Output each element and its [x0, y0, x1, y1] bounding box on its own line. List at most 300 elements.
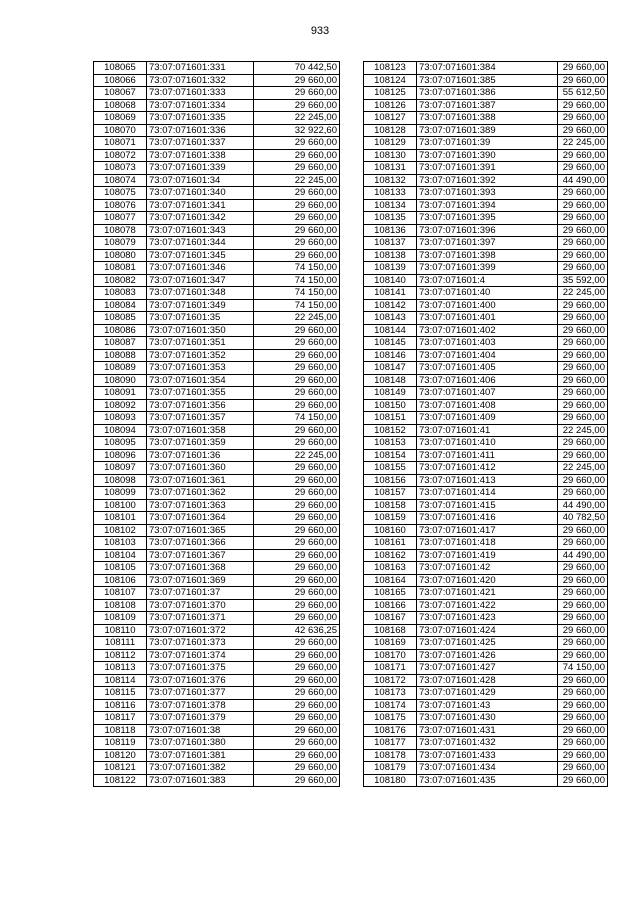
- row-number: 108167: [364, 612, 417, 625]
- amount: 29 660,00: [558, 399, 608, 412]
- table-row: [364, 637, 608, 650]
- amount: 29 660,00: [254, 387, 340, 400]
- cadastral-number: 73:07:071601:349: [147, 299, 254, 312]
- cadastral-number: 73:07:071601:400: [417, 299, 558, 312]
- cadastral-number: 73:07:071601:40: [417, 287, 558, 300]
- row-number: 108133: [364, 187, 417, 200]
- amount: 29 660,00: [558, 149, 608, 162]
- row-number: 108141: [364, 287, 417, 300]
- row-number: 108088: [94, 349, 147, 362]
- row-number: 108074: [94, 174, 147, 187]
- cadastral-number: 73:07:071601:354: [147, 374, 254, 387]
- table-row: [364, 337, 608, 350]
- cadastral-number: 73:07:071601:344: [147, 237, 254, 250]
- table-row: [364, 249, 608, 262]
- cadastral-number: 73:07:071601:336: [147, 124, 254, 137]
- row-number: 108095: [94, 437, 147, 450]
- cadastral-number: 73:07:071601:376: [147, 674, 254, 687]
- cadastral-number: 73:07:071601:373: [147, 637, 254, 650]
- cadastral-number: 73:07:071601:42: [417, 562, 558, 575]
- cadastral-number: 73:07:071601:372: [147, 624, 254, 637]
- amount: 29 660,00: [254, 662, 340, 675]
- row-number: 108130: [364, 149, 417, 162]
- cadastral-number: 73:07:071601:348: [147, 287, 254, 300]
- row-number: 108153: [364, 437, 417, 450]
- amount: 32 922,60: [254, 124, 340, 137]
- table-row: [94, 537, 340, 550]
- amount: 29 660,00: [558, 212, 608, 225]
- table-row: [364, 124, 608, 137]
- table-row: [94, 462, 340, 475]
- row-number: 108157: [364, 487, 417, 500]
- amount: 74 150,00: [254, 287, 340, 300]
- cadastral-number: 73:07:071601:416: [417, 512, 558, 525]
- amount: 74 150,00: [558, 662, 608, 675]
- table-row: [364, 62, 608, 75]
- table-row: [94, 399, 340, 412]
- table-row: [94, 199, 340, 212]
- amount: 22 245,00: [558, 287, 608, 300]
- left-register-table: [93, 61, 340, 787]
- cadastral-number: 73:07:071601:371: [147, 612, 254, 625]
- table-row: [94, 237, 340, 250]
- amount: 29 660,00: [254, 374, 340, 387]
- cadastral-number: 73:07:071601:412: [417, 462, 558, 475]
- cadastral-number: 73:07:071601:404: [417, 349, 558, 362]
- amount: 44 490,00: [558, 174, 608, 187]
- cadastral-number: 73:07:071601:378: [147, 699, 254, 712]
- table-row: [364, 399, 608, 412]
- table-row: [94, 774, 340, 787]
- cadastral-number: 73:07:071601:419: [417, 549, 558, 562]
- amount: 74 150,00: [254, 412, 340, 425]
- table-row: [364, 299, 608, 312]
- table-row: [94, 149, 340, 162]
- amount: 55 612,50: [558, 87, 608, 100]
- amount: 29 660,00: [558, 162, 608, 175]
- amount: 42 636,25: [254, 624, 340, 637]
- cadastral-number: 73:07:071601:426: [417, 649, 558, 662]
- amount: 29 660,00: [254, 512, 340, 525]
- cadastral-number: 73:07:071601:420: [417, 574, 558, 587]
- row-number: 108070: [94, 124, 147, 137]
- amount: 29 660,00: [558, 224, 608, 237]
- row-number: 108143: [364, 312, 417, 325]
- row-number: 108171: [364, 662, 417, 675]
- cadastral-number: 73:07:071601:401: [417, 312, 558, 325]
- cadastral-number: 73:07:071601:407: [417, 387, 558, 400]
- amount: 29 660,00: [558, 387, 608, 400]
- table-row: [94, 437, 340, 450]
- row-number: 108169: [364, 637, 417, 650]
- table-row: [94, 512, 340, 525]
- cadastral-number: 73:07:071601:331: [147, 62, 254, 75]
- row-number: 108085: [94, 312, 147, 325]
- amount: 29 660,00: [254, 212, 340, 225]
- amount: 29 660,00: [558, 737, 608, 750]
- cadastral-number: 73:07:071601:387: [417, 99, 558, 112]
- row-number: 108180: [364, 774, 417, 787]
- amount: 29 660,00: [558, 562, 608, 575]
- row-number: 108065: [94, 62, 147, 75]
- row-number: 108139: [364, 262, 417, 275]
- table-row: [364, 712, 608, 725]
- row-number: 108086: [94, 324, 147, 337]
- amount: 29 660,00: [254, 637, 340, 650]
- row-number: 108131: [364, 162, 417, 175]
- cadastral-number: 73:07:071601:351: [147, 337, 254, 350]
- amount: 29 660,00: [254, 399, 340, 412]
- table-row: [364, 149, 608, 162]
- cadastral-number: 73:07:071601:396: [417, 224, 558, 237]
- amount: 29 660,00: [254, 737, 340, 750]
- table-row: [364, 112, 608, 125]
- table-row: [364, 549, 608, 562]
- cadastral-number: 73:07:071601:435: [417, 774, 558, 787]
- amount: 29 660,00: [558, 99, 608, 112]
- row-number: 108100: [94, 499, 147, 512]
- row-number: 108127: [364, 112, 417, 125]
- amount: 44 490,00: [558, 499, 608, 512]
- row-number: 108082: [94, 274, 147, 287]
- cadastral-number: 73:07:071601:403: [417, 337, 558, 350]
- cadastral-number: 73:07:071601:355: [147, 387, 254, 400]
- row-number: 108118: [94, 724, 147, 737]
- cadastral-number: 73:07:071601:388: [417, 112, 558, 125]
- amount: 29 660,00: [558, 374, 608, 387]
- amount: 29 660,00: [254, 712, 340, 725]
- amount: 29 660,00: [254, 237, 340, 250]
- cadastral-number: 73:07:071601:391: [417, 162, 558, 175]
- row-number: 108137: [364, 237, 417, 250]
- cadastral-number: 73:07:071601:364: [147, 512, 254, 525]
- table-row: [364, 187, 608, 200]
- row-number: 108154: [364, 449, 417, 462]
- cadastral-number: 73:07:071601:347: [147, 274, 254, 287]
- amount: 29 660,00: [558, 587, 608, 600]
- table-row: [94, 387, 340, 400]
- table-row: [94, 312, 340, 325]
- amount: 29 660,00: [558, 412, 608, 425]
- table-row: [94, 212, 340, 225]
- table-row: [364, 512, 608, 525]
- row-number: 108128: [364, 124, 417, 137]
- row-number: 108114: [94, 674, 147, 687]
- amount: 29 660,00: [254, 437, 340, 450]
- amount: 29 660,00: [254, 549, 340, 562]
- amount: 29 660,00: [254, 349, 340, 362]
- cadastral-number: 73:07:071601:356: [147, 399, 254, 412]
- table-row: [364, 99, 608, 112]
- amount: 29 660,00: [254, 499, 340, 512]
- amount: 29 660,00: [254, 612, 340, 625]
- table-row: [364, 312, 608, 325]
- row-number: 108135: [364, 212, 417, 225]
- table-row: [364, 237, 608, 250]
- table-row: [364, 424, 608, 437]
- table-row: [364, 724, 608, 737]
- table-row: [94, 99, 340, 112]
- cadastral-number: 73:07:071601:366: [147, 537, 254, 550]
- table-row: [94, 87, 340, 100]
- amount: 29 660,00: [558, 487, 608, 500]
- table-row: [94, 762, 340, 775]
- amount: 29 660,00: [558, 712, 608, 725]
- amount: 29 660,00: [558, 124, 608, 137]
- cadastral-number: 73:07:071601:414: [417, 487, 558, 500]
- table-row: [364, 199, 608, 212]
- cadastral-number: 73:07:071601:411: [417, 449, 558, 462]
- amount: 29 660,00: [558, 762, 608, 775]
- row-number: 108119: [94, 737, 147, 750]
- amount: 29 660,00: [254, 462, 340, 475]
- amount: 22 245,00: [558, 462, 608, 475]
- cadastral-number: 73:07:071601:345: [147, 249, 254, 262]
- row-number: 108097: [94, 462, 147, 475]
- table-row: [94, 349, 340, 362]
- table-row: [94, 337, 340, 350]
- amount: 29 660,00: [254, 487, 340, 500]
- cadastral-number: 73:07:071601:338: [147, 149, 254, 162]
- table-row: [364, 274, 608, 287]
- cadastral-number: 73:07:071601:421: [417, 587, 558, 600]
- amount: 29 660,00: [558, 724, 608, 737]
- row-number: 108089: [94, 362, 147, 375]
- cadastral-number: 73:07:071601:367: [147, 549, 254, 562]
- cadastral-number: 73:07:071601:381: [147, 749, 254, 762]
- cadastral-number: 73:07:071601:380: [147, 737, 254, 750]
- amount: 29 660,00: [558, 299, 608, 312]
- cadastral-number: 73:07:071601:41: [417, 424, 558, 437]
- amount: 29 660,00: [254, 137, 340, 150]
- cadastral-number: 73:07:071601:422: [417, 599, 558, 612]
- cadastral-number: 73:07:071601:34: [147, 174, 254, 187]
- row-number: 108112: [94, 649, 147, 662]
- cadastral-number: 73:07:071601:368: [147, 562, 254, 575]
- row-number: 108129: [364, 137, 417, 150]
- row-number: 108094: [94, 424, 147, 437]
- table-row: [94, 624, 340, 637]
- cadastral-number: 73:07:071601:433: [417, 749, 558, 762]
- table-row: [94, 262, 340, 275]
- amount: 29 660,00: [254, 424, 340, 437]
- row-number: 108068: [94, 99, 147, 112]
- table-row: [94, 224, 340, 237]
- table-row: [94, 374, 340, 387]
- table-row: [94, 287, 340, 300]
- row-number: 108066: [94, 74, 147, 87]
- amount: 29 660,00: [558, 237, 608, 250]
- row-number: 108155: [364, 462, 417, 475]
- cadastral-number: 73:07:071601:357: [147, 412, 254, 425]
- cadastral-number: 73:07:071601:339: [147, 162, 254, 175]
- amount: 29 660,00: [254, 149, 340, 162]
- row-number: 108150: [364, 399, 417, 412]
- row-number: 108101: [94, 512, 147, 525]
- amount: 29 660,00: [254, 687, 340, 700]
- row-number: 108175: [364, 712, 417, 725]
- table-row: [364, 262, 608, 275]
- amount: 22 245,00: [254, 112, 340, 125]
- table-row: [364, 487, 608, 500]
- table-row: [364, 612, 608, 625]
- row-number: 108079: [94, 237, 147, 250]
- row-number: 108132: [364, 174, 417, 187]
- row-number: 108134: [364, 199, 417, 212]
- amount: 29 660,00: [558, 312, 608, 325]
- row-number: 108096: [94, 449, 147, 462]
- row-number: 108177: [364, 737, 417, 750]
- table-row: [364, 737, 608, 750]
- amount: 29 660,00: [558, 437, 608, 450]
- row-number: 108152: [364, 424, 417, 437]
- table-row: [94, 662, 340, 675]
- cadastral-number: 73:07:071601:394: [417, 199, 558, 212]
- table-row: [364, 674, 608, 687]
- row-number: 108093: [94, 412, 147, 425]
- row-number: 108172: [364, 674, 417, 687]
- row-number: 108142: [364, 299, 417, 312]
- table-row: [94, 549, 340, 562]
- cadastral-number: 73:07:071601:430: [417, 712, 558, 725]
- amount: 44 490,00: [558, 549, 608, 562]
- row-number: 108159: [364, 512, 417, 525]
- row-number: 108109: [94, 612, 147, 625]
- row-number: 108083: [94, 287, 147, 300]
- row-number: 108158: [364, 499, 417, 512]
- cadastral-number: 73:07:071601:4: [417, 274, 558, 287]
- amount: 29 660,00: [254, 187, 340, 200]
- amount: 35 592,00: [558, 274, 608, 287]
- row-number: 108110: [94, 624, 147, 637]
- amount: 29 660,00: [558, 674, 608, 687]
- table-row: [94, 174, 340, 187]
- cadastral-number: 73:07:071601:408: [417, 399, 558, 412]
- row-number: 108075: [94, 187, 147, 200]
- row-number: 108084: [94, 299, 147, 312]
- cadastral-number: 73:07:071601:39: [417, 137, 558, 150]
- cadastral-number: 73:07:071601:335: [147, 112, 254, 125]
- row-number: 108145: [364, 337, 417, 350]
- table-row: [94, 699, 340, 712]
- row-number: 108099: [94, 487, 147, 500]
- amount: 74 150,00: [254, 274, 340, 287]
- row-number: 108113: [94, 662, 147, 675]
- row-number: 108174: [364, 699, 417, 712]
- table-row: [94, 599, 340, 612]
- table-row: [364, 87, 608, 100]
- table-row: [94, 587, 340, 600]
- amount: 29 660,00: [558, 749, 608, 762]
- table-row: [364, 649, 608, 662]
- cadastral-number: 73:07:071601:340: [147, 187, 254, 200]
- row-number: 108111: [94, 637, 147, 650]
- row-number: 108067: [94, 87, 147, 100]
- cadastral-number: 73:07:071601:415: [417, 499, 558, 512]
- table-row: [94, 74, 340, 87]
- table-row: [94, 687, 340, 700]
- cadastral-number: 73:07:071601:390: [417, 149, 558, 162]
- amount: 29 660,00: [254, 699, 340, 712]
- row-number: 108081: [94, 262, 147, 275]
- cadastral-number: 73:07:071601:410: [417, 437, 558, 450]
- cadastral-number: 73:07:071601:434: [417, 762, 558, 775]
- row-number: 108115: [94, 687, 147, 700]
- amount: 40 782,50: [558, 512, 608, 525]
- cadastral-number: 73:07:071601:423: [417, 612, 558, 625]
- cadastral-number: 73:07:071601:429: [417, 687, 558, 700]
- row-number: 108105: [94, 562, 147, 575]
- table-row: [94, 562, 340, 575]
- row-number: 108103: [94, 537, 147, 550]
- cadastral-number: 73:07:071601:385: [417, 74, 558, 87]
- cadastral-number: 73:07:071601:377: [147, 687, 254, 700]
- row-number: 108136: [364, 224, 417, 237]
- table-row: [94, 299, 340, 312]
- amount: 29 660,00: [558, 324, 608, 337]
- table-row: [94, 274, 340, 287]
- right-register-table: [363, 61, 608, 787]
- row-number: 108104: [94, 549, 147, 562]
- amount: 29 660,00: [558, 187, 608, 200]
- row-number: 108076: [94, 199, 147, 212]
- row-number: 108072: [94, 149, 147, 162]
- row-number: 108140: [364, 274, 417, 287]
- cadastral-number: 73:07:071601:383: [147, 774, 254, 787]
- cadastral-number: 73:07:071601:384: [417, 62, 558, 75]
- cadastral-number: 73:07:071601:405: [417, 362, 558, 375]
- amount: 29 660,00: [558, 262, 608, 275]
- amount: 70 442,50: [254, 62, 340, 75]
- row-number: 108156: [364, 474, 417, 487]
- cadastral-number: 73:07:071601:363: [147, 499, 254, 512]
- amount: 29 660,00: [558, 599, 608, 612]
- table-row: [364, 287, 608, 300]
- amount: 29 660,00: [254, 724, 340, 737]
- row-number: 108176: [364, 724, 417, 737]
- row-number: 108162: [364, 549, 417, 562]
- table-row: [364, 387, 608, 400]
- row-number: 108148: [364, 374, 417, 387]
- cadastral-number: 73:07:071601:43: [417, 699, 558, 712]
- table-row: [94, 424, 340, 437]
- table-row: [364, 687, 608, 700]
- row-number: 108123: [364, 62, 417, 75]
- table-row: [364, 362, 608, 375]
- amount: 22 245,00: [254, 174, 340, 187]
- table-row: [94, 712, 340, 725]
- amount: 29 660,00: [254, 587, 340, 600]
- amount: 29 660,00: [558, 112, 608, 125]
- amount: 29 660,00: [558, 349, 608, 362]
- table-row: [94, 649, 340, 662]
- amount: 29 660,00: [558, 62, 608, 75]
- amount: 29 660,00: [558, 474, 608, 487]
- table-row: [364, 212, 608, 225]
- cadastral-number: 73:07:071601:360: [147, 462, 254, 475]
- cadastral-number: 73:07:071601:365: [147, 524, 254, 537]
- row-number: 108077: [94, 212, 147, 225]
- cadastral-number: 73:07:071601:342: [147, 212, 254, 225]
- table-row: [364, 74, 608, 87]
- row-number: 108138: [364, 249, 417, 262]
- row-number: 108117: [94, 712, 147, 725]
- table-row: [364, 524, 608, 537]
- cadastral-number: 73:07:071601:389: [417, 124, 558, 137]
- cadastral-number: 73:07:071601:361: [147, 474, 254, 487]
- table-row: [94, 62, 340, 75]
- cadastral-number: 73:07:071601:375: [147, 662, 254, 675]
